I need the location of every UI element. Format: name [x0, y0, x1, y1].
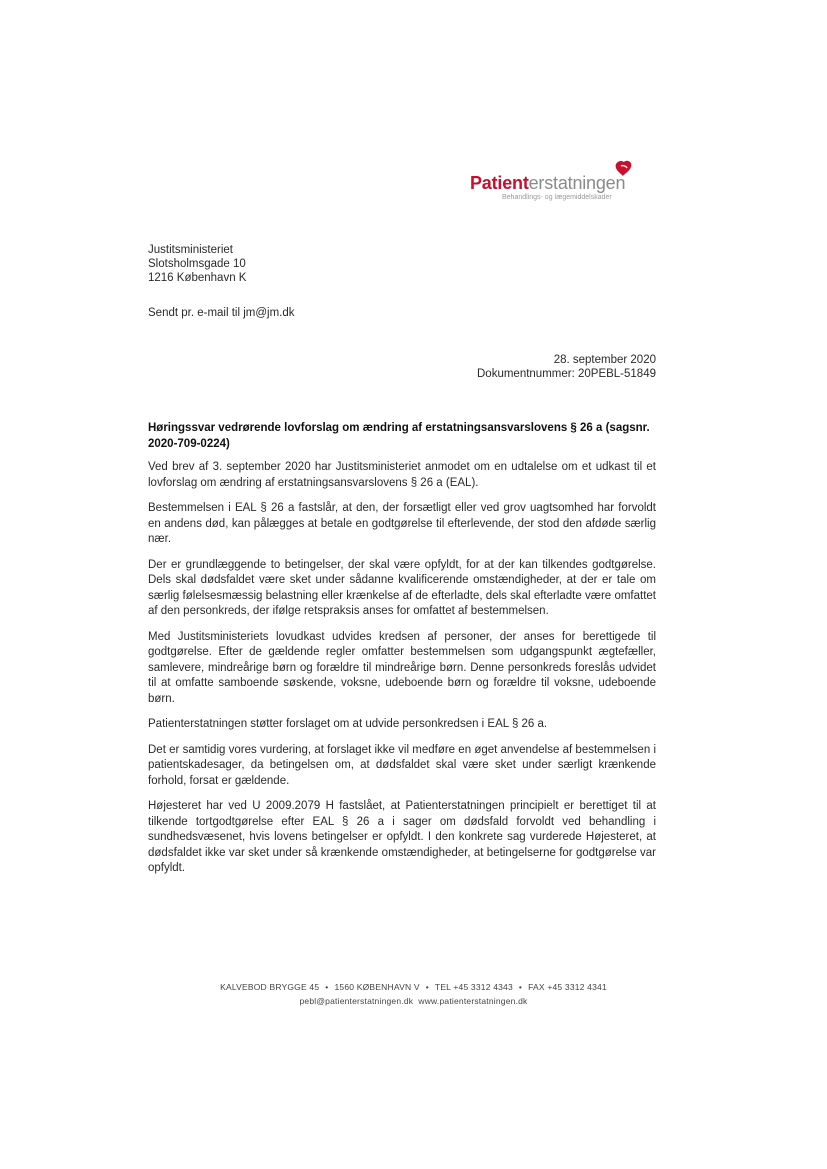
letter-body [148, 460, 656, 887]
recipient-line: Slotsholmsgade 10 [148, 258, 246, 270]
footer-postal: 1560 KØBENHAVN V [334, 982, 420, 992]
document-number: Dokumentnummer: 20PEBL-51849 [477, 368, 656, 380]
footer-separator: • [425, 982, 429, 992]
patienterstatningen-logo [470, 158, 670, 206]
footer-phone: TEL +45 3312 4343 [434, 982, 513, 992]
logo-tagline: Behandlings- og lægemiddelskader [502, 194, 612, 201]
footer-separator: • [325, 982, 329, 992]
logo-wordmark [470, 172, 625, 194]
footer-address: KALVEBOD BRYGGE 45 [220, 982, 320, 992]
letter-date: 28. september 2020 [553, 354, 656, 366]
body-paragraph: Bestemmelsen i EAL § 26 a fastslår, at den, der forsætligt eller ved grov uagtsomhed har forvoldt en andens død, kan pålægges at betale en godtgørelse til efterlevende, der stod den afdøde særlig nær. [148, 502, 656, 545]
body-paragraph: Med Justitsministeriets lovudkast udvides kredsen af personer, der anses for berettigede til godtgørelse. Efter de gældende regler omfatter bestemmelsen som udgangspunkt ægtefæller, samlevere, mindreårige børn og forældre til mindreårige børn. Denne personkreds foreslås udvidet til at omfatte samboende søskende, voksne, udeboende børn og forældre til voksne, udeboende børn. [148, 630, 656, 705]
body-paragraph: Højesteret har ved U 2009.2079 H fastslået, at Patienterstatningen principielt er berettiget til at tilkende tortgodtgørelse efter EAL § 26 a i sager om dødsfald forvoldt ved behandling i sundhedsvæsenet, hvis lovens betingelser er opfyldt. I den konkrete sag vurderede Højesteret, at dødsfaldet ikke var sket under så krænkende omstændigheder, at betingelserne for godtgørelse var opfyldt. [148, 800, 656, 874]
footer-email: pebl@patienterstatningen.dk [299, 996, 414, 1006]
body-paragraph: Patienterstatningen støtter forslaget om at udvide personkredsen i EAL § 26 a. [148, 718, 548, 730]
footer-fax: FAX +45 3312 4341 [528, 982, 607, 992]
letter-footer [0, 980, 827, 1008]
footer-separator: • [518, 982, 523, 992]
footer-web-line [0, 994, 827, 1008]
body-paragraph: Der er grundlæggende to betingelser, der skal være opfyldt, for at der kan tilkendes godtgørelse. Dels skal dødsfaldet være sket under sådanne kvalificerende omstændigheder, at der er tale om særlig følelsesmæssig belastning eller krænkelse af de efterladte, dels skal efterladte være omfattet af den personkreds, der ifølge retspraksis anses for omfattet af bestemmelsen. [148, 558, 656, 617]
logo-name-grey: erstatningen [528, 173, 626, 193]
sent-by-email-line: Sendt pr. e-mail til jm@jm.dk [148, 307, 295, 319]
letter-subject: Høringssvar vedrørende lovforslag om ændring af erstatningsansvarslovens § 26 a (sagsnr. 2020-709-0224) [148, 422, 650, 450]
recipient-line: 1216 København K [148, 272, 247, 284]
footer-website: www.patienterstatningen.dk [418, 996, 528, 1006]
date-block [477, 353, 656, 381]
recipient-address [148, 243, 246, 285]
body-paragraph: Ved brev af 3. september 2020 har Justitsministeriet anmodet om en udtalelse om et udkast til et lovforslag om ændring af erstatningsansvarslovens § 26 a (EAL). [148, 461, 656, 489]
recipient-line: Justitsministeriet [148, 244, 233, 256]
body-paragraph: Det er samtidig vores vurdering, at forslaget ikke vil medføre en øget anvendelse af bestemmelsen i patientskadesager, da betingelsen om, at dødsfaldet skal være sket under særligt krænkende forhold, forsat er gældende. [148, 743, 656, 787]
footer-contact-line [0, 980, 827, 994]
logo-name-red: Patient [470, 173, 529, 193]
